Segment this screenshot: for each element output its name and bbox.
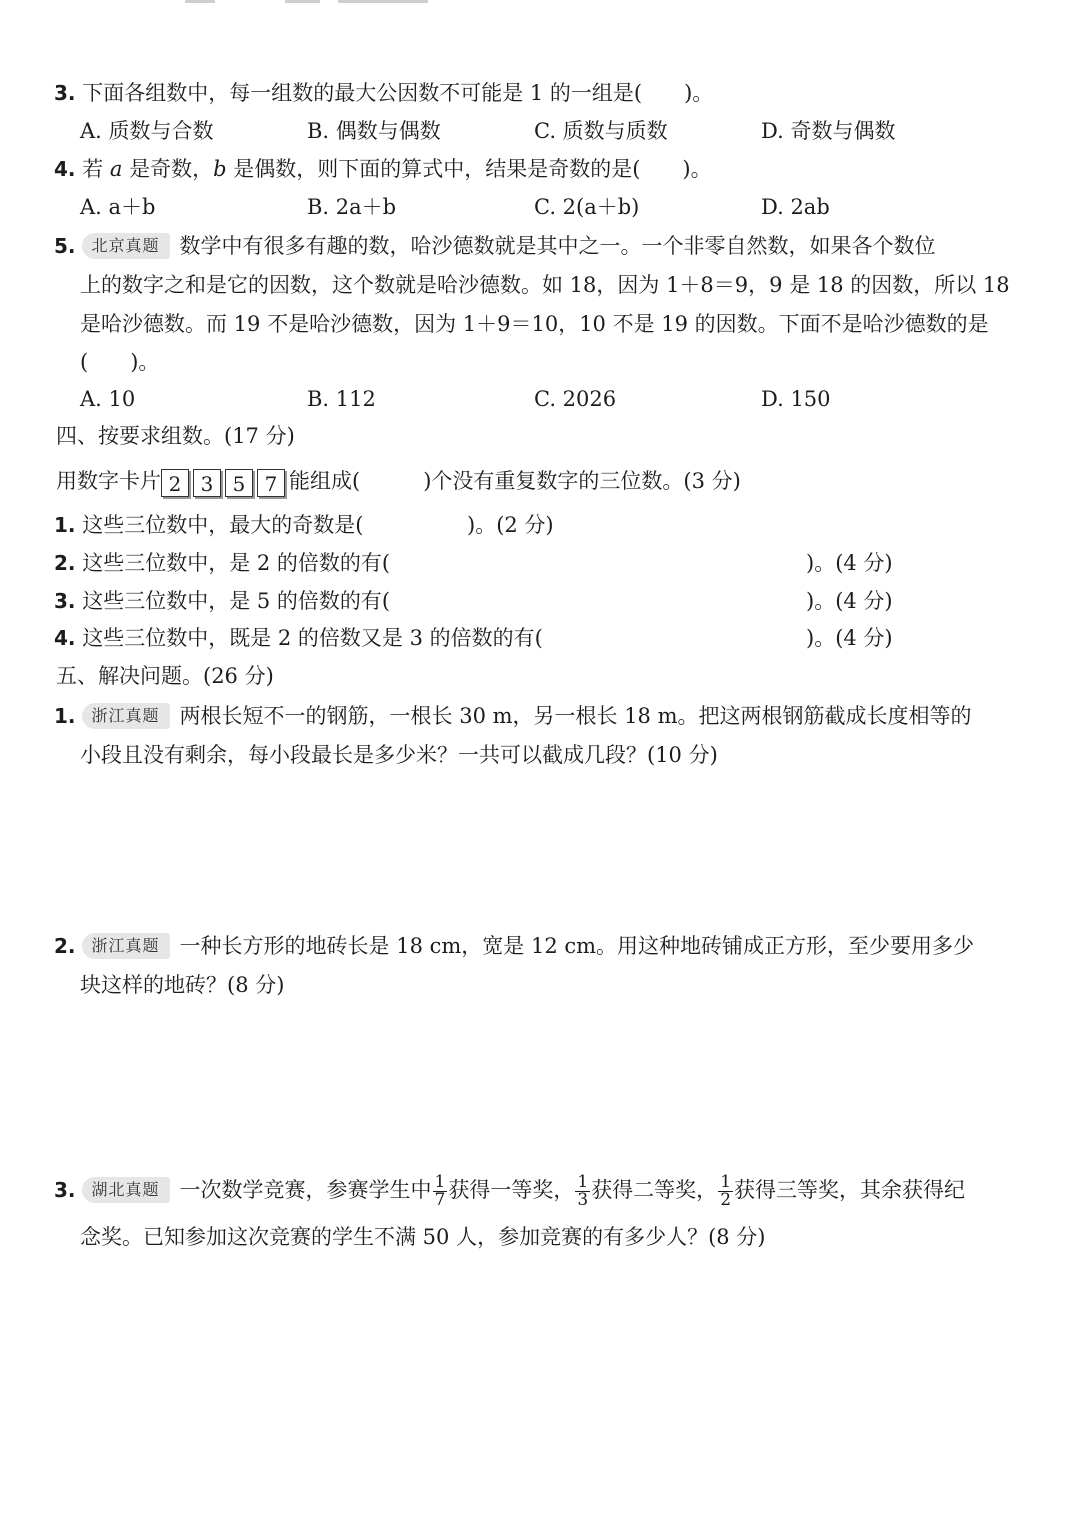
question-text: 下面各组数中，每一组数的最大公因数不可能是 1 的一组是( )。	[82, 81, 714, 105]
section-title: 五、解决问题。(26 分)	[56, 664, 274, 688]
item-close: )。(4 分)	[806, 626, 893, 650]
fraction-one-seventh	[433, 1174, 448, 1209]
question-number: 4.	[54, 157, 76, 181]
number-card: 5	[225, 469, 253, 497]
numerator: 1	[434, 1172, 446, 1192]
option-c[interactable]: C. 2(a＋b)	[534, 195, 640, 219]
numerator: 1	[577, 1172, 589, 1192]
problem-1	[54, 701, 972, 731]
section4-item-3	[54, 586, 390, 616]
section-title: 四、按要求组数。(17 分)	[56, 424, 295, 448]
number-card: 2	[161, 469, 189, 497]
source-tag: 浙江真题	[82, 933, 170, 959]
problem-text: 小段且没有剩余，每小段最长是多少米？一共可以截成几段？(10 分)	[80, 743, 718, 767]
answer-blank[interactable]: ( )。	[80, 350, 160, 374]
item-close: )。(4 分)	[806, 551, 893, 575]
option-a[interactable]: A. a＋b	[80, 195, 156, 219]
source-tag: 浙江真题	[82, 703, 170, 729]
number-card: 7	[257, 469, 285, 497]
numerator: 1	[720, 1172, 732, 1192]
option-c[interactable]: C. 2026	[534, 387, 617, 411]
problem-number: 2.	[54, 934, 76, 958]
denominator: 2	[720, 1190, 732, 1210]
question-text: 是奇数，	[122, 157, 214, 181]
problem-text: 念奖。已知参加这次竞赛的学生不满 50 人，参加竞赛的有多少人？(8 分)	[80, 1225, 766, 1249]
option-b[interactable]: B. 2a＋b	[307, 195, 397, 219]
problem-text: 一次数学竞赛，参赛学生中	[179, 1178, 432, 1202]
option-b[interactable]: B. 偶数与偶数	[307, 119, 441, 143]
problem-text: 获得二等奖，	[591, 1178, 718, 1202]
problem-text: 获得一等奖，	[448, 1178, 575, 1202]
problem-2	[54, 931, 974, 961]
top-edge-mark	[338, 0, 428, 3]
problem-number: 3.	[54, 1178, 76, 1202]
option-c[interactable]: C. 质数与质数	[534, 119, 668, 143]
question-text: 是偶数，则下面的算式中，结果是奇数的是( )。	[226, 157, 712, 181]
question-text: 数学中有很多有趣的数，哈沙德数就是其中之一。一个非零自然数，如果各个数位	[179, 234, 936, 258]
problem-text: 一种长方形的地砖长是 18 cm，宽是 12 cm。用这种地砖铺成正方形，至少要用多少	[179, 934, 975, 958]
item-number: 4.	[54, 626, 76, 650]
item-number: 2.	[54, 551, 76, 575]
item-text: 这些三位数中，最大的奇数是(	[82, 513, 364, 537]
option-b[interactable]: B. 112	[307, 387, 376, 411]
top-edge-mark	[185, 0, 215, 3]
question-text: 若	[82, 157, 110, 181]
problem-text: 块这样的地砖？(8 分)	[80, 973, 285, 997]
option-d[interactable]: D. 150	[761, 387, 831, 411]
question-5	[54, 231, 936, 261]
intro-text: 能组成( )个没有重复数字的三位数。(3 分)	[289, 469, 741, 493]
question-number: 5.	[54, 234, 76, 258]
option-a[interactable]: A. 10	[80, 387, 136, 411]
denominator: 7	[434, 1190, 446, 1210]
item-text: 这些三位数中，是 2 的倍数的有(	[82, 551, 391, 575]
fraction-one-third	[575, 1174, 590, 1209]
variable-b: b	[213, 157, 227, 181]
denominator: 3	[577, 1190, 589, 1210]
problem-3	[54, 1170, 965, 1210]
option-d[interactable]: D. 奇数与偶数	[761, 119, 896, 143]
number-card: 3	[193, 469, 221, 497]
source-tag: 湖北真题	[82, 1177, 170, 1203]
question-number: 3.	[54, 81, 76, 105]
section4-item-2	[54, 548, 390, 578]
item-number: 3.	[54, 589, 76, 613]
top-edge-mark	[285, 0, 320, 3]
item-number: 1.	[54, 513, 76, 537]
section4-intro	[56, 466, 741, 497]
fraction-one-half	[718, 1174, 733, 1209]
item-text: 这些三位数中，既是 2 的倍数又是 3 的倍数的有(	[82, 626, 543, 650]
variable-a: a	[109, 157, 123, 181]
question-3	[54, 78, 713, 108]
problem-text: 获得三等奖，其余获得纪	[734, 1178, 966, 1202]
problem-text: 两根长短不一的钢筋，一根长 30 m，另一根长 18 m。把这两根钢筋截成长度相等的	[179, 704, 972, 728]
question-text: 是哈沙德数。而 19 不是哈沙德数，因为 1＋9＝10，10 不是 19 的因数。下面不是哈沙德数的是	[80, 312, 989, 336]
item-close: )。(2 分)	[467, 513, 554, 537]
question-text: 上的数字之和是它的因数，这个数就是哈沙德数。如 18，因为 1＋8＝9，9 是 18 的因数，所以 18	[80, 273, 1010, 297]
section4-item-4	[54, 623, 543, 653]
intro-text: 用数字卡片	[56, 469, 161, 493]
item-text: 这些三位数中，是 5 的倍数的有(	[82, 589, 391, 613]
option-a[interactable]: A. 质数与合数	[80, 119, 214, 143]
section4-item-1	[54, 510, 363, 540]
problem-number: 1.	[54, 704, 76, 728]
source-tag: 北京真题	[82, 233, 170, 259]
option-d[interactable]: D. 2ab	[761, 195, 830, 219]
question-4	[54, 154, 712, 184]
item-close: )。(4 分)	[806, 589, 893, 613]
